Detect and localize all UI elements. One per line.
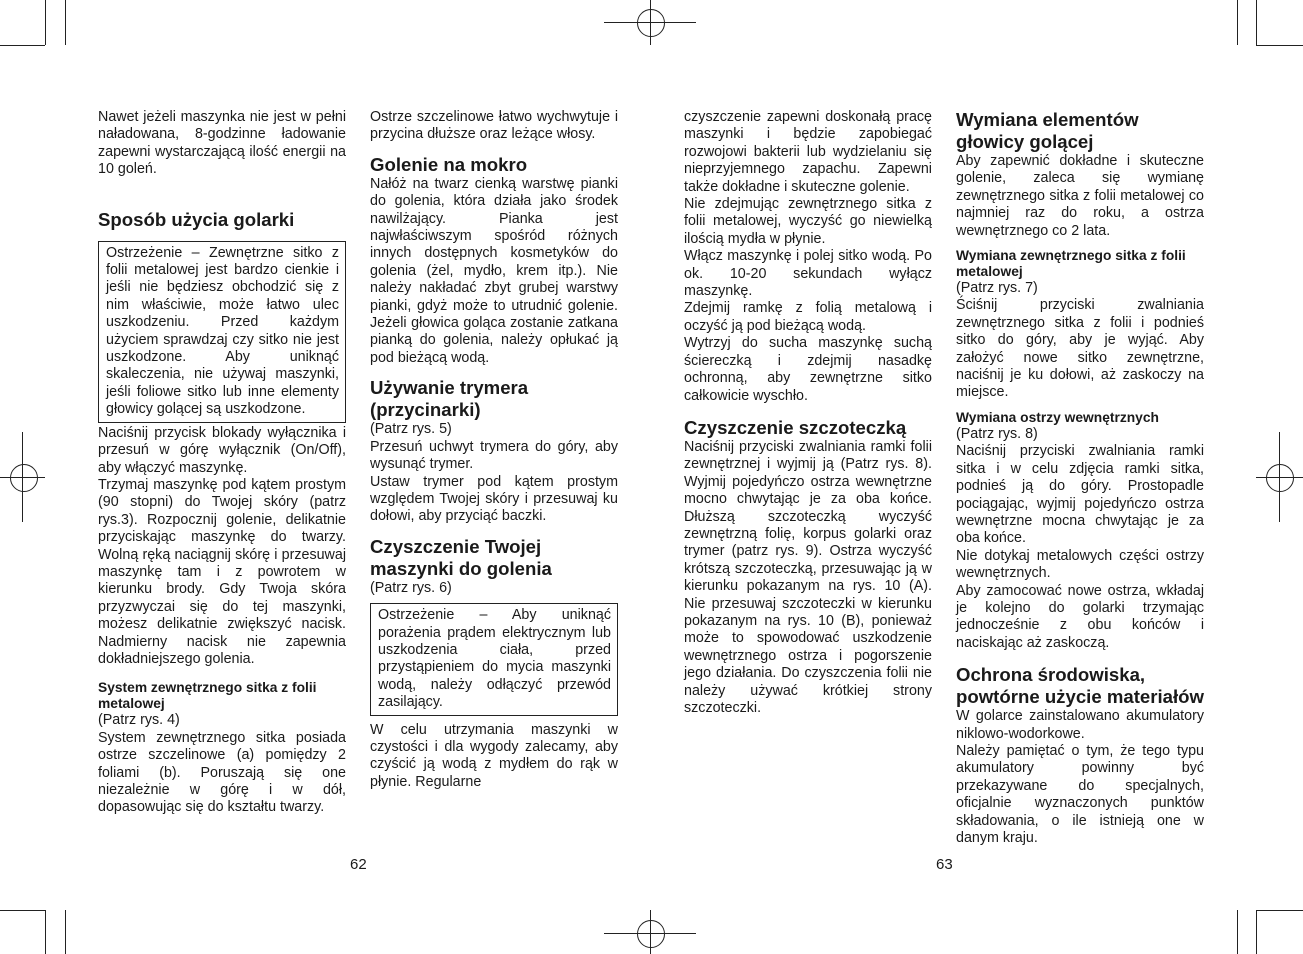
column-2 bbox=[370, 109, 618, 791]
paragraph: W golarce zainstalowano akumulatory niklowo-wodorkowe. bbox=[956, 708, 1204, 742]
column-1 bbox=[98, 109, 346, 817]
paragraph: Wytrzyj do sucha maszynkę suchą ściereczką i zdejmij nasadkę ochronną, aby zewnętrzne sitko całkowicie wyschło. bbox=[684, 335, 932, 404]
figure-reference: (Patrz rys. 6) bbox=[370, 579, 452, 596]
heading-brush-cleaning: Czyszczenie szczoteczką bbox=[684, 416, 907, 438]
paragraph: Ostrze szczelinowe łatwo wychwytuje i przycina dłuższe oraz leżące włosy. bbox=[370, 109, 618, 143]
heading-environment: Ochrona środowiska, powtórne użycie materiałów bbox=[956, 664, 1204, 708]
heading-cleaning: Czyszczenie Twojej maszynki do golenia bbox=[370, 535, 552, 579]
paragraph: Naciśnij przyciski zwalniania ramki folii zewnętrznej i wyjmij ją (Patrz rys. 8). Wyjmij pojedyńczo ostrza wewnętrzne mocno chwytając je za oba końce. Dłuższą szczoteczką wyczyść zewnętrzną folię, korpus golarki oraz trymer (patrz rys. 9). Ostrza wyczyść krótszą szczoteczką, przesuwając ją w kierunku pokazanym na rys. 10 (A). Nie przesuwaj szczoteczki w kierunku pokazanym na rys. 10 (B), ponieważ może to spowodować uszkodzenie wewnętrznego ostrza i pogorszenie jego działania. Do czyszczenia folii nie należy używać krótkiej strony szczoteczki. bbox=[684, 438, 932, 716]
paragraph: Zdejmij ramkę z folią metalową i oczyść ją pod bieżącą wodą. bbox=[684, 300, 932, 334]
subheading-system: System zewnętrznego sitka z folii metalowej bbox=[98, 680, 317, 712]
paragraph: Trzymaj maszynkę pod kątem prostym (90 stopni) do Twojej skóry (patrz rys.3). Rozpocznij golenie, delikatnie przyciskając maszynkę do twarzy. Wolną ręką naciągnij skórę i przesuwaj maszynkę tam i z powrotem w kierunku brody. Gdy Twoja skóra przyzwyczai się do tej maszynki, możesz delikatnie zwiększyć nacisk. Nadmierny nacisk nie zapewnia dokładniejszego golenia. bbox=[98, 476, 346, 667]
warning-text: Ostrzeżenie – Aby uniknąć porażenia prądem elektrycznym lub uszkodzenia ciała, przed przystąpieniem do mycia maszynki wodą, należy odłączyć przewód zasilający. bbox=[378, 607, 611, 711]
paragraph: Należy pamiętać o tym, że tego typu akumulatory powinny być przekazywane do specjalnych, oficjalnie wyznaczonych punktów składowania, o ile istnieją one w danym kraju. bbox=[956, 742, 1204, 846]
figure-reference: (Patrz rys. 8) bbox=[956, 425, 1038, 442]
paragraph: Naciśnij przycisk blokady wyłącznika i przesuń w górę wyłącznik (On/Off), aby włączyć maszynkę. bbox=[98, 424, 346, 476]
paragraph: Aby zapewnić dokładne i skuteczne golenie, zaleca się wymianę zewnętrznego sitka z folii metalowej co najmniej raz do roku, a ostrza wewnętrznego co 2 lata. bbox=[956, 153, 1204, 239]
paragraph: Nałóż na twarz cienką warstwę pianki do golenia, która działa jako środek nawilżający. Pianka jest najwłaściwszym spośród różnych innych dostępnych kosmetyków do golenia (żel, mydło, krem itp.). Nie należy nakładać zbyt grubej warstwy pianki, gdyż może to utrudnić golenie. Jeżeli głowica goląca zostanie zatkana pianką do golenia, należy opłukać ją pod bieżącą wodą. bbox=[370, 175, 618, 366]
subheading-blades: Wymiana ostrzy wewnętrznych bbox=[956, 409, 1159, 425]
paragraph: Przesuń uchwyt trymera do góry, aby wysunąć trymer. bbox=[370, 438, 618, 473]
column-3 bbox=[684, 109, 932, 717]
warning-text: Ostrzeżenie – Zewnętrzne sitko z folii metalowej jest bardzo cienkie i jeśli nie będziesz obchodzić się z nim właściwie, może łatwo ulec uszkodzeniu. Przed każdym użyciem sprawdzaj czy sitko nie jest uszkodzone. Aby uniknąć skaleczenia, nie używaj maszynki, jeśli foliowe sitko lub inne elementy głowicy golącej są uszkodzone. bbox=[106, 244, 339, 418]
paragraph: Nie dotykaj metalowych części ostrzy wewnętrznych. bbox=[956, 547, 1204, 582]
heading-usage: Sposób użycia golarki bbox=[98, 208, 295, 230]
heading-replacement: Wymiana elementów głowicy golącej bbox=[956, 109, 1139, 152]
paragraph: System zewnętrznego sitka posiada ostrze szczelinowe (a) pomiędzy 2 foliami (b). Poruszają się one niezależnie w górę i w dół, dopasowując się do kształtu twarzy. bbox=[98, 729, 346, 816]
paragraph: Włącz maszynkę i polej sitko wodą. Po ok. 10-20 sekundach wyłącz maszynkę. bbox=[684, 248, 932, 300]
figure-reference: (Patrz rys. 7) bbox=[956, 280, 1038, 297]
warning-box bbox=[370, 603, 618, 715]
paragraph: W celu utrzymania maszynki w czystości i dla wygody zalecamy, aby czyścić ją wodą z mydłem do rąk w płynie. Regularne bbox=[370, 721, 618, 790]
column-4 bbox=[956, 109, 1204, 847]
paragraph: Naciśnij przyciski zwalniania ramki sitka i w celu zdjęcia ramki sitka, podnieś ją do góry. Prostopadle pociągając, wyjmij pojedyńczo ostrza wewnętrzne mocna chwytając je za oba końce. bbox=[956, 443, 1204, 547]
page-number-left: 62 bbox=[350, 856, 367, 873]
paragraph: Nie zdejmując zewnętrznego sitka z folii metalowej, wyczyść go niewielką ilością mydła w płynie. bbox=[684, 196, 932, 247]
paragraph: Ściśnij przyciski zwalniania zewnętrznego sitka z folii i podnieś sitko do góry, aby je wyjąć. Aby założyć nowe sitko zewnętrzne, naciśnij je ku dołowi, aż zaskoczy na miejsce. bbox=[956, 297, 1204, 401]
page-number-right: 63 bbox=[936, 856, 953, 873]
paragraph: Nawet jeżeli maszynka nie jest w pełni naładowana, 8-godzinne ładowanie zapewni wystarczającą ilość energii na 10 goleń. bbox=[98, 109, 346, 178]
paragraph: Ustaw trymer pod kątem prostym względem Twojej skóry i przesuwaj ku dołowi, aby przyciąć baczki. bbox=[370, 473, 618, 525]
warning-box bbox=[98, 241, 346, 423]
heading-trimmer: Używanie trymera (przycinarki) bbox=[370, 377, 529, 421]
figure-reference: (Patrz rys. 4) bbox=[98, 712, 180, 729]
paragraph: czyszczenie zapewni doskonałą pracę maszynki i będzie zapobiegać rozwojowi bakterii lub wydzielaniu się nieprzyjemnego zapachu. Zapewni także dokładne i skuteczne golenie. bbox=[684, 109, 932, 195]
paragraph: Aby zamocować nowe ostrza, wkładaj je kolejno do golarki trzymając jednocześnie z obu końców i naciskając aż zaskoczą. bbox=[956, 582, 1204, 651]
figure-reference: (Patrz rys. 5) bbox=[370, 421, 452, 438]
heading-wet-shaving: Golenie na mokro bbox=[370, 153, 528, 175]
subheading-foil: Wymiana zewnętrznego sitka z folii metalowej bbox=[956, 248, 1186, 280]
